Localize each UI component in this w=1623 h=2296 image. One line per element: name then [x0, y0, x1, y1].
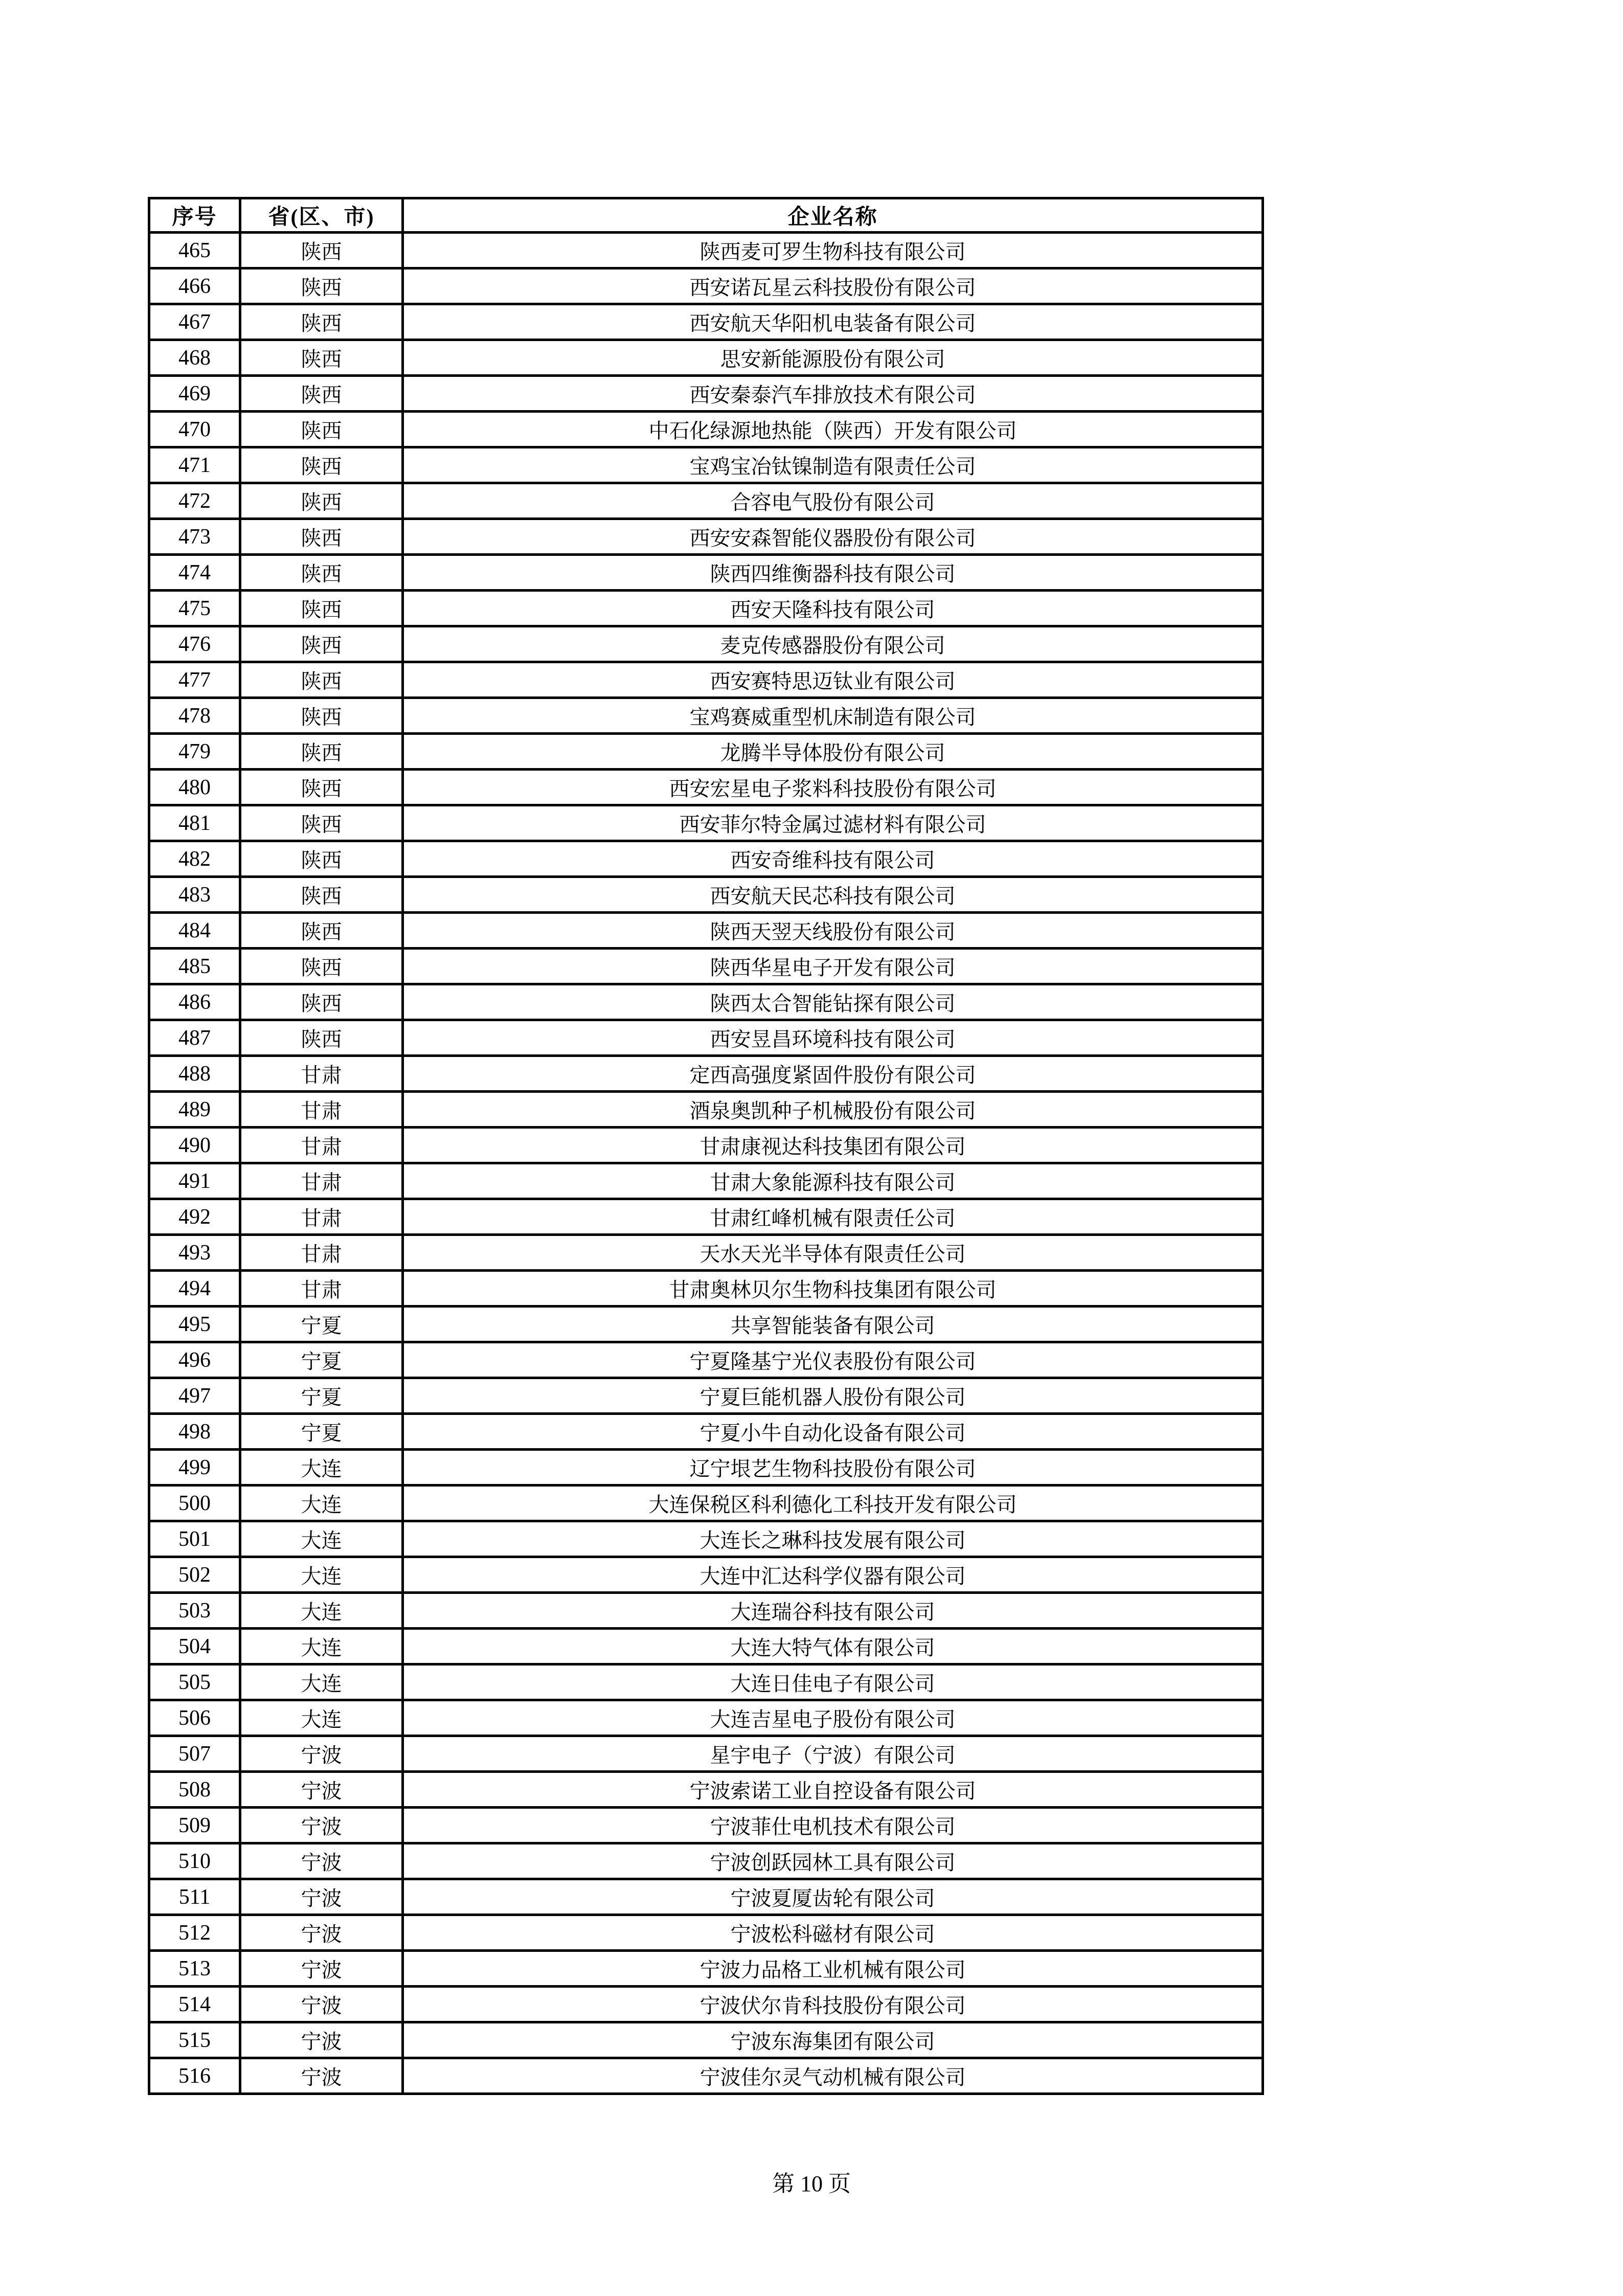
province-cell: 甘肃 [240, 1128, 403, 1163]
serial-number-cell: 495 [149, 1307, 240, 1342]
serial-number-cell: 476 [149, 626, 240, 662]
serial-number-cell: 485 [149, 949, 240, 984]
table-row [149, 2058, 1263, 2094]
province-cell: 宁波 [240, 1987, 403, 2022]
company-name-cell: 西安诺瓦星云科技股份有限公司 [403, 268, 1263, 304]
table-row [149, 2022, 1263, 2058]
province-cell: 大连 [240, 1593, 403, 1629]
province-cell: 大连 [240, 1700, 403, 1736]
province-cell: 甘肃 [240, 1056, 403, 1092]
table-row [149, 770, 1263, 805]
province-cell: 陕西 [240, 626, 403, 662]
table-row [149, 913, 1263, 949]
province-cell: 宁波 [240, 2022, 403, 2058]
province-cell: 陕西 [240, 949, 403, 984]
serial-number-cell: 498 [149, 1414, 240, 1450]
company-name-cell: 大连瑞谷科技有限公司 [403, 1593, 1263, 1629]
province-cell: 甘肃 [240, 1199, 403, 1235]
province-cell: 陕西 [240, 984, 403, 1020]
province-cell: 宁波 [240, 1915, 403, 1951]
serial-number-cell: 507 [149, 1736, 240, 1772]
company-name-cell: 西安奇维科技有限公司 [403, 841, 1263, 877]
province-cell: 宁夏 [240, 1378, 403, 1414]
company-name-cell: 大连吉星电子股份有限公司 [403, 1700, 1263, 1736]
province-cell: 甘肃 [240, 1235, 403, 1271]
table-row [149, 841, 1263, 877]
serial-number-cell: 509 [149, 1808, 240, 1843]
serial-number-cell: 493 [149, 1235, 240, 1271]
company-name-cell: 西安天隆科技有限公司 [403, 591, 1263, 626]
company-name-cell: 西安秦泰汽车排放技术有限公司 [403, 376, 1263, 412]
company-name-cell: 共享智能装备有限公司 [403, 1307, 1263, 1342]
table-row [149, 1342, 1263, 1378]
company-name-cell: 宁波佳尔灵气动机械有限公司 [403, 2058, 1263, 2094]
table-row [149, 1843, 1263, 1879]
table-row [149, 1629, 1263, 1664]
company-name-cell: 大连大特气体有限公司 [403, 1629, 1263, 1664]
company-table [148, 197, 1264, 2095]
serial-number-cell: 477 [149, 662, 240, 698]
company-name-cell: 西安菲尔特金属过滤材料有限公司 [403, 805, 1263, 841]
table-row [149, 1593, 1263, 1629]
table-row [149, 1235, 1263, 1271]
company-name-cell: 宁波夏厦齿轮有限公司 [403, 1879, 1263, 1915]
company-name-cell: 宁波索诺工业自控设备有限公司 [403, 1772, 1263, 1808]
company-name-cell: 陕西麦可罗生物科技有限公司 [403, 233, 1263, 268]
province-cell: 陕西 [240, 483, 403, 519]
company-table-container [148, 197, 1264, 2095]
serial-number-cell: 475 [149, 591, 240, 626]
province-cell: 大连 [240, 1450, 403, 1485]
province-cell: 大连 [240, 1557, 403, 1593]
province-cell: 陕西 [240, 913, 403, 949]
table-row [149, 376, 1263, 412]
province-cell: 陕西 [240, 447, 403, 483]
serial-number-cell: 499 [149, 1450, 240, 1485]
table-row [149, 1808, 1263, 1843]
table-row [149, 1020, 1263, 1056]
company-name-cell: 西安安森智能仪器股份有限公司 [403, 519, 1263, 555]
table-row [149, 1163, 1263, 1199]
serial-number-cell: 470 [149, 412, 240, 447]
table-row [149, 591, 1263, 626]
table-row [149, 1915, 1263, 1951]
province-cell: 陕西 [240, 376, 403, 412]
serial-number-cell: 478 [149, 698, 240, 734]
company-name-cell: 宁波创跃园林工具有限公司 [403, 1843, 1263, 1879]
province-cell: 宁夏 [240, 1414, 403, 1450]
serial-number-cell: 473 [149, 519, 240, 555]
province-cell: 大连 [240, 1485, 403, 1521]
company-name-cell: 宁波伏尔肯科技股份有限公司 [403, 1987, 1263, 2022]
company-name-cell: 大连中汇达科学仪器有限公司 [403, 1557, 1263, 1593]
company-name-cell: 中石化绿源地热能（陕西）开发有限公司 [403, 412, 1263, 447]
serial-number-cell: 489 [149, 1092, 240, 1128]
province-cell: 陕西 [240, 340, 403, 376]
province-cell: 陕西 [240, 877, 403, 913]
company-name-cell: 西安航天华阳机电装备有限公司 [403, 304, 1263, 340]
province-cell: 甘肃 [240, 1163, 403, 1199]
table-row [149, 805, 1263, 841]
table-row [149, 1378, 1263, 1414]
province-cell: 陕西 [240, 268, 403, 304]
serial-number-cell: 494 [149, 1271, 240, 1307]
province-cell: 宁夏 [240, 1307, 403, 1342]
province-cell: 陕西 [240, 770, 403, 805]
company-name-cell: 合容电气股份有限公司 [403, 483, 1263, 519]
company-name-cell: 宁波力品格工业机械有限公司 [403, 1951, 1263, 1987]
serial-number-cell: 483 [149, 877, 240, 913]
serial-number-cell: 488 [149, 1056, 240, 1092]
table-row [149, 1736, 1263, 1772]
table-row [149, 412, 1263, 447]
serial-number-cell: 502 [149, 1557, 240, 1593]
serial-number-cell: 511 [149, 1879, 240, 1915]
company-name-cell: 宁波松科磁材有限公司 [403, 1915, 1263, 1951]
table-row [149, 304, 1263, 340]
table-row [149, 1450, 1263, 1485]
serial-number-cell: 508 [149, 1772, 240, 1808]
company-name-cell: 陕西天翌天线股份有限公司 [403, 913, 1263, 949]
province-cell: 宁波 [240, 1736, 403, 1772]
company-name-cell: 宁夏小牛自动化设备有限公司 [403, 1414, 1263, 1450]
province-cell: 宁波 [240, 1951, 403, 1987]
company-name-cell: 辽宁垠艺生物科技股份有限公司 [403, 1450, 1263, 1485]
province-cell: 甘肃 [240, 1271, 403, 1307]
company-name-cell: 思安新能源股份有限公司 [403, 340, 1263, 376]
company-name-cell: 陕西太合智能钻探有限公司 [403, 984, 1263, 1020]
serial-number-cell: 490 [149, 1128, 240, 1163]
serial-number-cell: 503 [149, 1593, 240, 1629]
serial-number-cell: 512 [149, 1915, 240, 1951]
serial-number-cell: 471 [149, 447, 240, 483]
company-name-cell: 西安赛特思迈钛业有限公司 [403, 662, 1263, 698]
serial-number-cell: 469 [149, 376, 240, 412]
company-name-cell: 龙腾半导体股份有限公司 [403, 734, 1263, 770]
table-row [149, 1557, 1263, 1593]
company-name-cell: 大连保税区科利德化工科技开发有限公司 [403, 1485, 1263, 1521]
table-row [149, 984, 1263, 1020]
serial-number-cell: 497 [149, 1378, 240, 1414]
table-row [149, 340, 1263, 376]
serial-number-cell: 487 [149, 1020, 240, 1056]
serial-number-cell: 474 [149, 555, 240, 591]
province-cell: 陕西 [240, 304, 403, 340]
table-row [149, 734, 1263, 770]
company-name-cell: 西安宏星电子浆料科技股份有限公司 [403, 770, 1263, 805]
province-cell: 陕西 [240, 662, 403, 698]
company-name-cell: 陕西四维衡器科技有限公司 [403, 555, 1263, 591]
table-row [149, 1199, 1263, 1235]
province-cell: 大连 [240, 1629, 403, 1664]
table-row [149, 1271, 1263, 1307]
serial-number-cell: 482 [149, 841, 240, 877]
serial-number-cell: 500 [149, 1485, 240, 1521]
company-name-cell: 宝鸡赛威重型机床制造有限公司 [403, 698, 1263, 734]
serial-number-cell: 506 [149, 1700, 240, 1736]
province-cell: 陕西 [240, 519, 403, 555]
company-name-cell: 宁夏巨能机器人股份有限公司 [403, 1378, 1263, 1414]
serial-number-cell: 466 [149, 268, 240, 304]
company-name-cell: 宝鸡宝冶钛镍制造有限责任公司 [403, 447, 1263, 483]
province-cell: 陕西 [240, 841, 403, 877]
table-row [149, 1987, 1263, 2022]
serial-number-cell: 491 [149, 1163, 240, 1199]
province-cell: 大连 [240, 1521, 403, 1557]
header-province: 省(区、市) [240, 198, 403, 233]
header-company-name: 企业名称 [403, 198, 1263, 233]
serial-number-cell: 468 [149, 340, 240, 376]
header-serial-number: 序号 [149, 198, 240, 233]
company-name-cell: 陕西华星电子开发有限公司 [403, 949, 1263, 984]
company-name-cell: 天水天光半导体有限责任公司 [403, 1235, 1263, 1271]
province-cell: 大连 [240, 1664, 403, 1700]
province-cell: 宁波 [240, 1808, 403, 1843]
company-name-cell: 大连日佳电子有限公司 [403, 1664, 1263, 1700]
province-cell: 宁波 [240, 2058, 403, 2094]
serial-number-cell: 510 [149, 1843, 240, 1879]
serial-number-cell: 480 [149, 770, 240, 805]
company-name-cell: 宁波东海集团有限公司 [403, 2022, 1263, 2058]
serial-number-cell: 481 [149, 805, 240, 841]
table-row [149, 1700, 1263, 1736]
province-cell: 宁夏 [240, 1342, 403, 1378]
province-cell: 陕西 [240, 555, 403, 591]
serial-number-cell: 484 [149, 913, 240, 949]
province-cell: 宁波 [240, 1879, 403, 1915]
province-cell: 陕西 [240, 233, 403, 268]
province-cell: 甘肃 [240, 1092, 403, 1128]
province-cell: 陕西 [240, 412, 403, 447]
table-row [149, 447, 1263, 483]
table-row [149, 1772, 1263, 1808]
table-row [149, 555, 1263, 591]
province-cell: 陕西 [240, 734, 403, 770]
province-cell: 陕西 [240, 805, 403, 841]
province-cell: 陕西 [240, 698, 403, 734]
table-row [149, 1485, 1263, 1521]
company-name-cell: 麦克传感器股份有限公司 [403, 626, 1263, 662]
serial-number-cell: 492 [149, 1199, 240, 1235]
table-row [149, 1521, 1263, 1557]
company-name-cell: 星宇电子（宁波）有限公司 [403, 1736, 1263, 1772]
table-row [149, 1664, 1263, 1700]
company-name-cell: 西安航天民芯科技有限公司 [403, 877, 1263, 913]
serial-number-cell: 504 [149, 1629, 240, 1664]
company-name-cell: 宁波菲仕电机技术有限公司 [403, 1808, 1263, 1843]
province-cell: 宁波 [240, 1772, 403, 1808]
company-name-cell: 大连长之琳科技发展有限公司 [403, 1521, 1263, 1557]
table-row [149, 877, 1263, 913]
serial-number-cell: 516 [149, 2058, 240, 2094]
serial-number-cell: 465 [149, 233, 240, 268]
table-row [149, 949, 1263, 984]
table-row [149, 1092, 1263, 1128]
company-name-cell: 甘肃康视达科技集团有限公司 [403, 1128, 1263, 1163]
serial-number-cell: 501 [149, 1521, 240, 1557]
serial-number-cell: 514 [149, 1987, 240, 2022]
table-row [149, 268, 1263, 304]
company-name-cell: 西安昱昌环境科技有限公司 [403, 1020, 1263, 1056]
serial-number-cell: 479 [149, 734, 240, 770]
company-name-cell: 甘肃大象能源科技有限公司 [403, 1163, 1263, 1199]
table-row [149, 1056, 1263, 1092]
table-header-row [149, 198, 1263, 233]
table-row [149, 626, 1263, 662]
company-name-cell: 定西高强度紧固件股份有限公司 [403, 1056, 1263, 1092]
serial-number-cell: 513 [149, 1951, 240, 1987]
table-row [149, 483, 1263, 519]
table-row [149, 662, 1263, 698]
serial-number-cell: 472 [149, 483, 240, 519]
serial-number-cell: 467 [149, 304, 240, 340]
table-row [149, 1307, 1263, 1342]
serial-number-cell: 515 [149, 2022, 240, 2058]
table-row [149, 1879, 1263, 1915]
table-row [149, 233, 1263, 268]
company-name-cell: 宁夏隆基宁光仪表股份有限公司 [403, 1342, 1263, 1378]
serial-number-cell: 496 [149, 1342, 240, 1378]
province-cell: 陕西 [240, 1020, 403, 1056]
company-name-cell: 甘肃奥林贝尔生物科技集团有限公司 [403, 1271, 1263, 1307]
table-row [149, 1128, 1263, 1163]
company-name-cell: 酒泉奥凯种子机械股份有限公司 [403, 1092, 1263, 1128]
table-row [149, 1951, 1263, 1987]
table-row [149, 1414, 1263, 1450]
table-row [149, 698, 1263, 734]
province-cell: 陕西 [240, 591, 403, 626]
serial-number-cell: 505 [149, 1664, 240, 1700]
company-name-cell: 甘肃红峰机械有限责任公司 [403, 1199, 1263, 1235]
province-cell: 宁波 [240, 1843, 403, 1879]
page-number: 第 10 页 [772, 2171, 851, 2196]
serial-number-cell: 486 [149, 984, 240, 1020]
table-row [149, 519, 1263, 555]
